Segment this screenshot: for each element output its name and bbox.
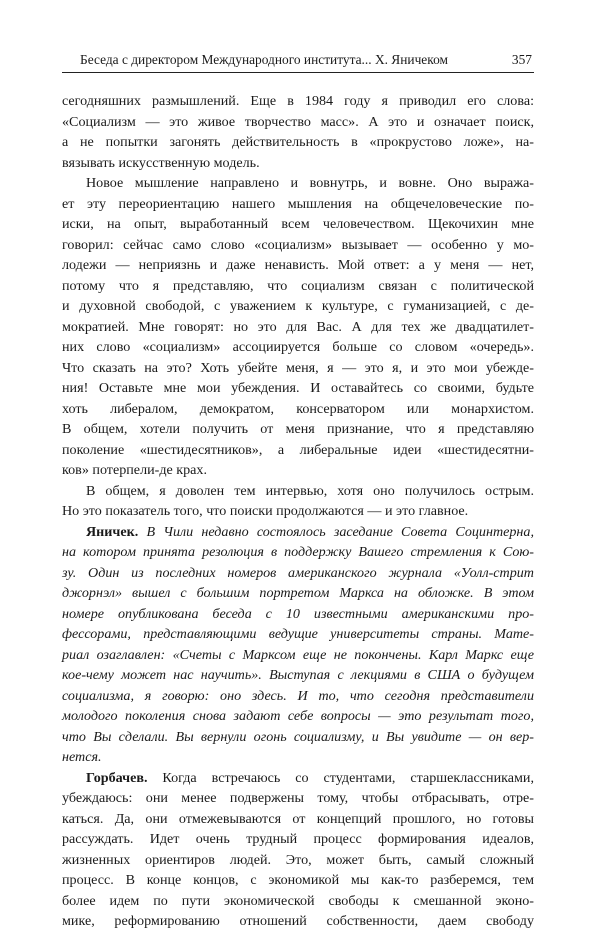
text-line: молодого поколения снова задают себе вопросы — это результат того, [62,708,534,724]
text-line: «Социализм — это живое творчество масс». А это и означает поиск, [62,113,534,130]
text-line: номере опубликована беседа с 10 известными американскими про- [62,605,534,622]
text-line: что Вы сделали. Вы вернули огонь социализму, и Вы увидите — он вер- [62,728,534,745]
text-line: ков» потерпели-де крах. [62,462,208,478]
text-line: мике, реформированию отношений собственности, даем свободу [62,913,534,929]
text-line: процесс. В конце концов, с экономикой мы как-то разберемся, тем [62,872,534,888]
text-line: фессорами, представляющими ведущие университеты страны. Мате- [62,626,534,642]
text-line: сегодняшних размышлений. Еще в 1984 году я приводил его слова: [62,93,534,109]
text-line: более идем по пути экономической свободы к смешанной эконо- [62,892,534,909]
text-line: Новое мышление направлено и вовнутрь, и вовне. Оно выража- [86,175,534,191]
text-line: лодежи — неприязнь и даже ненависть. Мой ответ: а у меня — нет, [62,257,534,273]
text-line: на котором принята резолюция в поддержку Вашего стремления к Сою- [62,544,534,560]
text-line: Что сказать на это? Хоть убейте меня, я — это я, и это мои убежде- [62,359,534,376]
text-line: кое-чему может нас научить». Выступая с лекциями в США о будущем [62,667,534,683]
text-line: ния! Оставьте мне мои убеждения. И оставайтесь со своими, будьте [62,380,534,396]
text-line: жизненных ориентиров людей. Это, может быть, самый сложный [62,851,534,868]
text-line: и духовной свободой, с уважением к культуре, с гуманизацией, с де- [62,298,534,314]
text-line: поколение «шестидесятников», а либеральные идеи «шестидесятни- [62,441,534,458]
text-line: В общем, я доволен тем интервью, хотя оно получилось острым. [86,482,534,499]
text-line [62,768,534,789]
text-line: хоть либералом, демократом, консерватором или монархистом. [62,400,534,417]
text-line: нется. [62,749,102,765]
text-line: джорнэл» вышел с большим портретом Маркса на обложке. В этом [62,585,534,601]
text-line: риал озаглавлен: «Счеты с Марксом еще не покончены. Карл Маркс еще [62,646,534,663]
text-line: а не попытки загонять действительность в «прокрустово ложе», на- [62,134,534,150]
text-line: В общем, хотели получить от меня признание, что я представляю [62,421,534,437]
text-line: них слово «социализм» ассоциируется больше со словом «очередь». [62,339,534,355]
running-header [62,50,534,73]
text-line: говорил: сейчас само слово «социализм» вызывает — особенно у мо- [62,236,534,253]
text-line: каться. Да, они отмежевываются от концепций прошлого, но готовы [62,810,534,827]
text-line: социализма, я говорю: оно здесь. И то, что сегодня представители [62,687,534,704]
speech-text: В Чили недавно состоялось заседание Совета Социнтерна, [138,523,534,540]
speech-text: Когда встречаюсь со студентами, старшеклассниками, [147,769,534,786]
page-number: 357 [511,52,532,67]
text-line: убеждаюсь: они менее подвержены тому, чтобы отбрасывать, отре- [62,790,534,806]
speaker-name: Горбачев. [86,769,148,786]
running-title: Беседа с директором Международного института... Х. Яничеком [80,52,448,67]
text-line: иски, на опыт, выработанный всем человечеством. Щекочихин мне [62,216,534,232]
text-line: ет эту переориентацию нашего мышления на общечеловеческие по- [62,195,534,212]
text-line [62,522,534,543]
text-line: зу. Один из последних номеров американского журнала «Уолл-стрит [62,564,534,581]
text-line: Но это показатель того, что поиски продолжаются — и это главное. [62,503,469,519]
speaker-name: Яничек. [86,523,139,540]
text-line: рассуждать. Идет очень трудный процесс формирования идеалов, [62,831,534,847]
body-text [62,91,534,932]
text-line: мократией. Мне говорят: но это для Вас. А для тех же двадцатилет- [62,318,534,335]
text-line: вязывать искусственную модель. [62,154,260,171]
text-line: потому что я представляю, что социализм связан с политической [62,277,534,294]
